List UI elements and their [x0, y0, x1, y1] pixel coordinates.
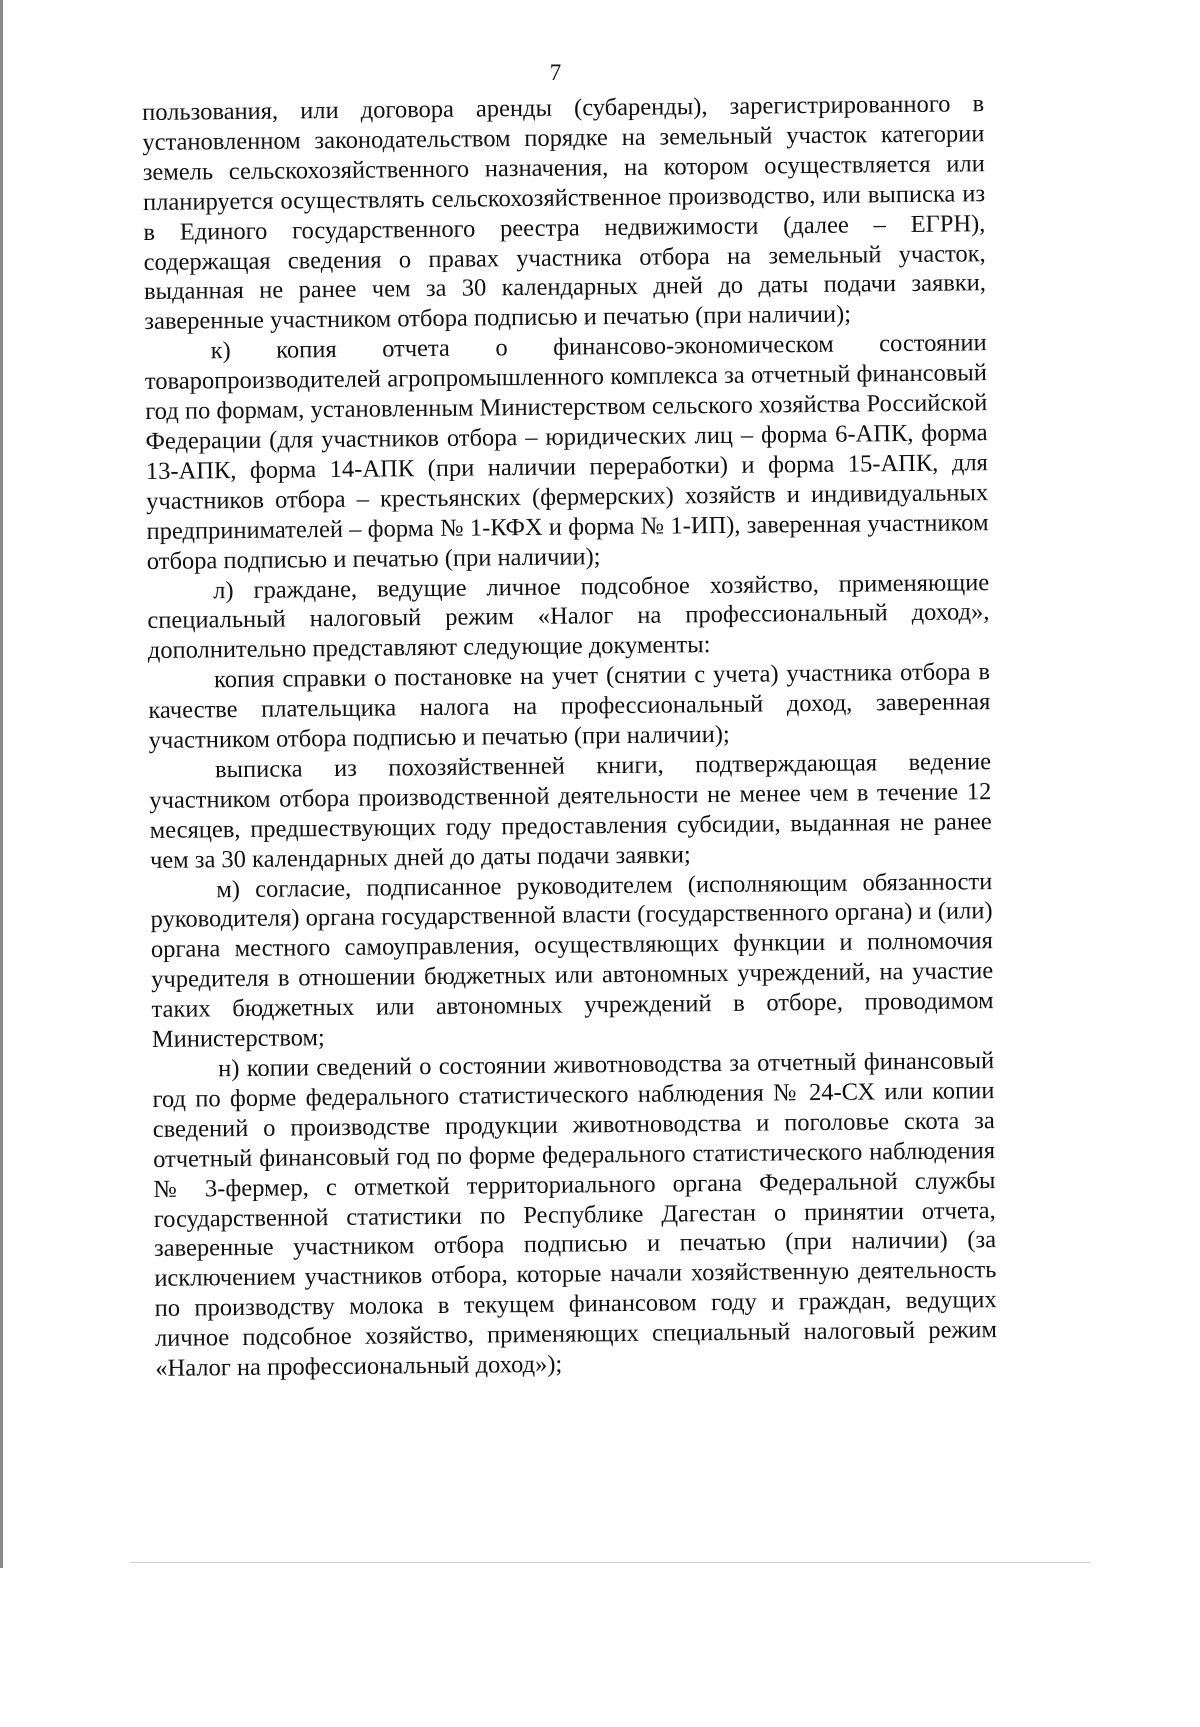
page-number: 7	[549, 60, 562, 85]
scan-edge-bottom	[130, 1562, 1090, 1563]
scan-edge-left	[0, 0, 3, 1568]
paragraph-item-n: н) копии сведений о состоянии животноводства за отчетный финансовый год по форме федерального статистического наблюдения № 24-СХ или копии сведений о производстве продукции животноводства и поголовье скота за отчетный финансовый год по форме федерального статистического наблюдения № 3-фермер, с отметкой территориального органа Федеральной службы государственной статистики по Республике Дагестан о принятии отчета, заверенные участником отбора подписью и печатью (при наличии) (за исключением участников отбора, которые начали хозяйственную деятельность по производству молока в текущем финансовом году и граждан, ведущих личное подсобное хозяйство, применяющих специальный налоговый режим «Налог на профессиональный доход»);	[152, 1047, 998, 1382]
paragraph-item-l-extract: выписка из похозяйственней книги, подтверждающая ведение участником отбора производственной деятельности не менее чем в течение 12 месяцев, предшествующих году предоставления субсидии, выданная не ранее чем за 30 календарных дней до даты подачи заявки;	[149, 748, 992, 874]
paragraph-item-k: к) копия отчета о финансово-экономическом состоянии товаропроизводителей агропромышленного комплекса за отчетный финансовый год по формам, установленным Министерством сельского хозяйства Российской Федерации (для участников отбора – юридических лиц – форма 6-АПК, форма 13-АПК, форма 14-АПК (при наличии переработки) и форма 15-АПК, для участников отбора – крестьянских (фермерских) хозяйств и индивидуальных предпринимателей – форма № 1-КФХ и форма № 1-ИП), заверенная участником отбора подписью и печатью (при наличии);	[144, 329, 989, 575]
paragraph-item-m: м) согласие, подписанное руководителем (исполняющим обязанности руководителя) органа государственной власти (государственного органа) и (или) органа местного самоуправления, осуществляющих функции и полномочия учредителя в отношении бюджетных или автономных учреждений, на участие таких бюджетных или автономных учреждений в отборе, проводимом Министерством;	[150, 867, 994, 1054]
paragraph-item-l-certificate: копия справки о постановке на учет (снятии с учета) участника отбора в качестве плательщика налога на профессиональный доход, заверенная участником отбора подписью и печатью (при наличии);	[148, 658, 991, 754]
paragraph-item-l: л) граждане, ведущие личное подсобное хозяйство, применяющие специальный налоговый режим «Налог на профессиональный доход», дополнительно представляют следующие документы:	[147, 568, 990, 665]
paragraph-continuation: пользования, или договора аренды (субаренды), зарегистрированного в установленном законодательством порядке на земельный участок категории земель сельскохозяйственного назначения, на котором осуществляется или планируется осуществлять сельскохозяйственное производство, или выписка из в Единого государственного реестра недвижимости (далее – ЕГРН), содержащая сведения о правах участника отбора на земельный участок, выданная не ранее чем за 30 календарных дней до даты подачи заявки, заверенные участником отбора подписью и печатью (при наличии);	[142, 90, 987, 336]
document-body	[142, 89, 997, 1384]
